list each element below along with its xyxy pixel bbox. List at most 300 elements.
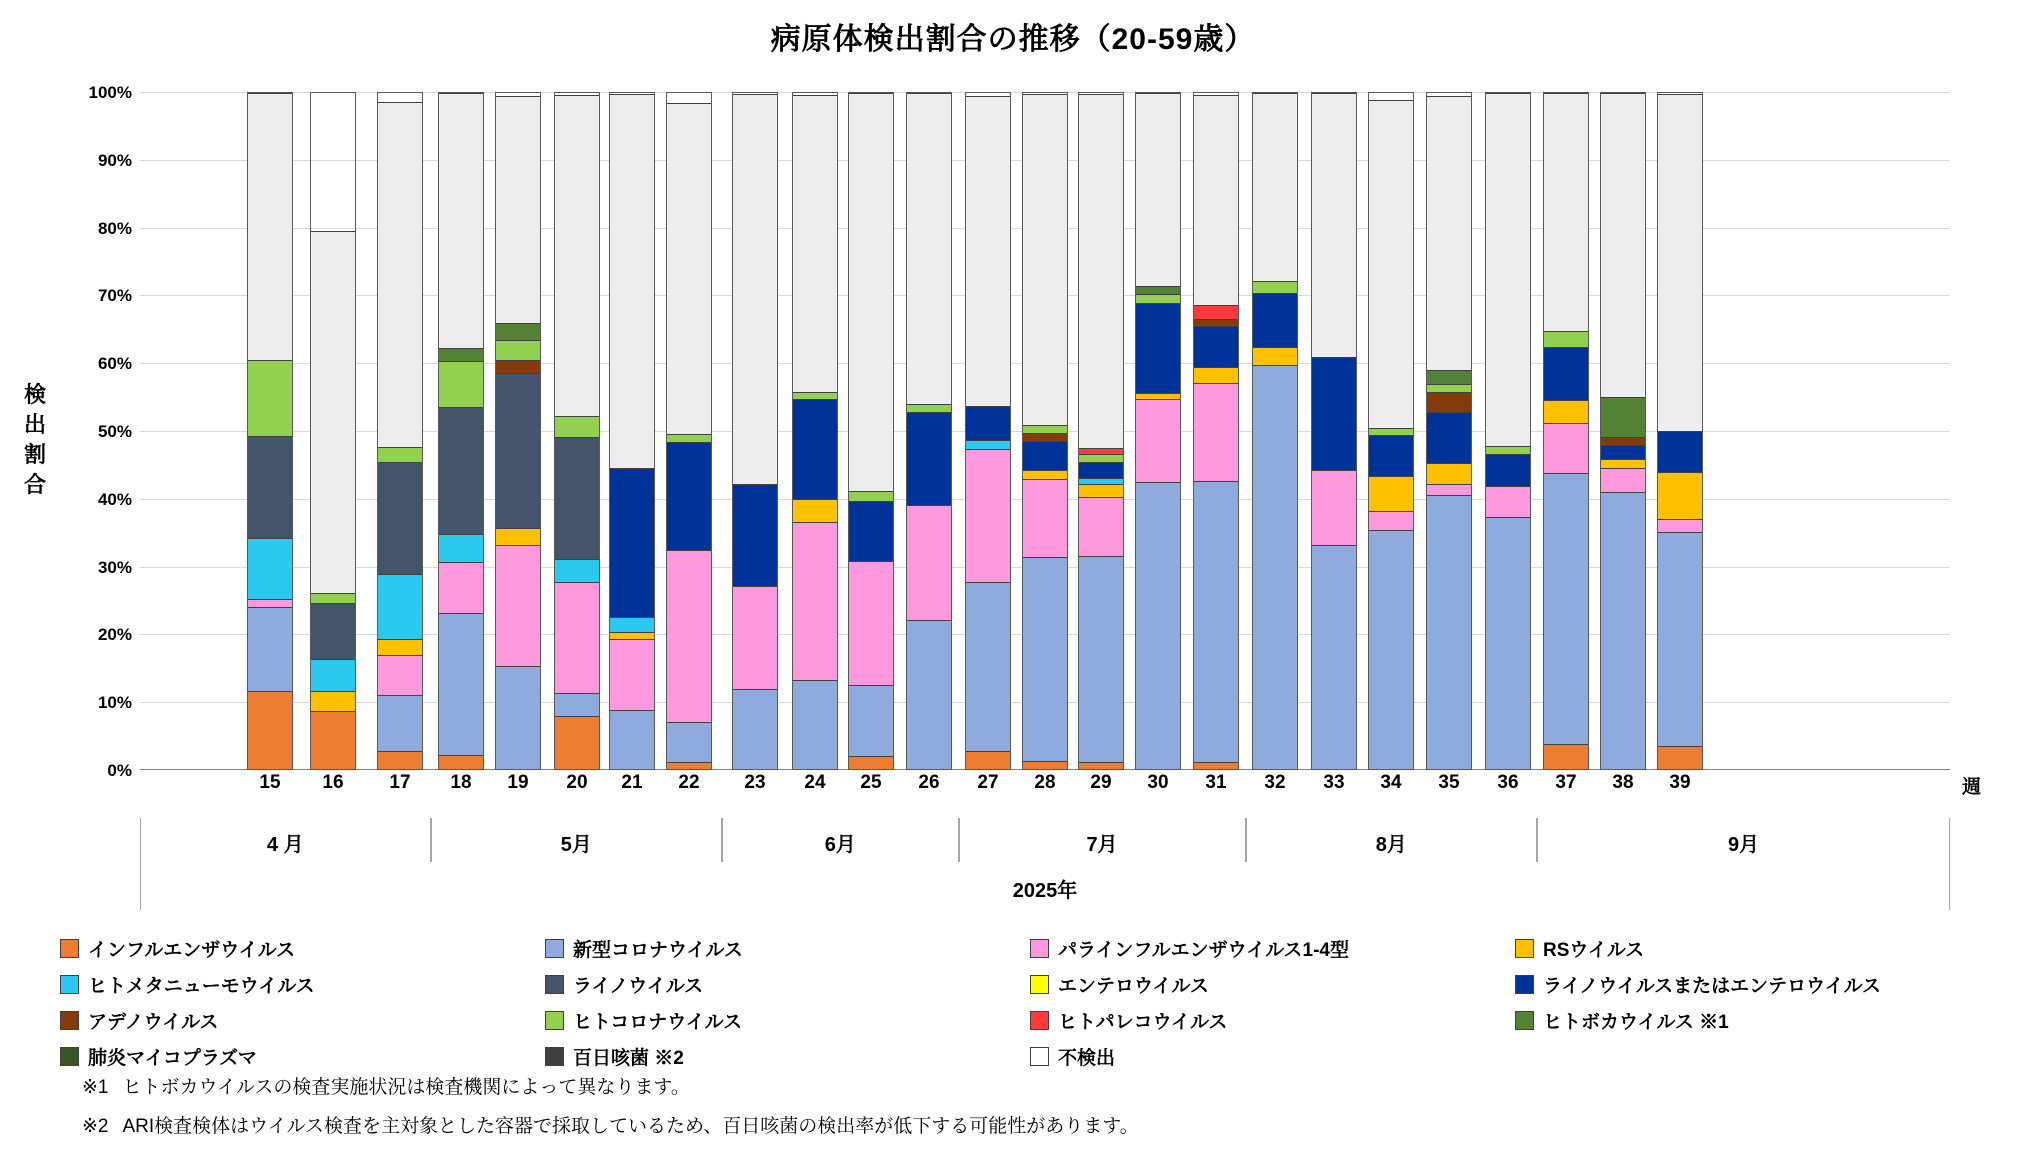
bar-segment (1023, 94, 1067, 425)
bar-segment (1658, 519, 1702, 533)
bar-segment (966, 582, 1010, 751)
footnote-text: ARI検査検体はウイルス検査を主対象とした容器で採取しているため、百日咳菌の検出率が低下する可能性があります。 (122, 1116, 1139, 1137)
bar-segment (1601, 468, 1645, 492)
x-axis-tick-35: 35 (1438, 772, 1460, 793)
legend-item (1030, 1007, 1515, 1034)
bar-segment (966, 751, 1010, 769)
bar-segment (248, 691, 292, 769)
legend (60, 935, 2000, 1079)
bar-segment (555, 559, 599, 581)
month-group (1537, 818, 1950, 862)
bar-week-36 (1485, 92, 1531, 770)
y-axis-tick: 10% (97, 693, 132, 713)
month-group (1246, 818, 1538, 862)
bar-segment (966, 96, 1010, 406)
bar-week-22 (666, 92, 712, 770)
bar-series-container (140, 92, 1950, 770)
legend-item (1030, 971, 1515, 998)
bar-segment (1369, 530, 1413, 769)
legend-item (545, 971, 1030, 998)
bar-segment (378, 462, 422, 574)
bar-segment (1658, 94, 1702, 431)
bar-segment (1486, 446, 1530, 454)
bar-segment (1369, 100, 1413, 428)
bar-segment (496, 340, 540, 360)
legend-label: パラインフルエンザウイルス1-4型 (1058, 940, 1349, 961)
month-label: 8月 (1375, 834, 1407, 856)
y-axis-tick: 40% (97, 489, 132, 509)
legend-label: ヒトコロナウイルス (573, 1012, 743, 1033)
bar-segment (439, 562, 483, 613)
legend-label: ヒトボカウイルス ※1 (1543, 1012, 1729, 1033)
bar-segment (1601, 492, 1645, 769)
bar-week-24 (792, 92, 838, 770)
bar-week-15 (247, 92, 293, 770)
bar-segment (496, 360, 540, 373)
y-axis-tick: 80% (97, 218, 132, 238)
bar-segment (733, 689, 777, 769)
bar-segment (1312, 93, 1356, 357)
bar-segment (667, 434, 711, 442)
bar-week-38 (1600, 92, 1646, 770)
bar-segment (849, 501, 893, 560)
bar-segment (1601, 93, 1645, 397)
month-group (431, 818, 723, 862)
bar-segment (378, 639, 422, 655)
bar-segment (311, 659, 355, 691)
legend-swatch (1515, 975, 1534, 994)
bar-segment (555, 716, 599, 769)
bar-segment (667, 722, 711, 762)
legend-label: エンテロウイルス (1058, 976, 1209, 997)
bar-segment (907, 404, 951, 412)
bar-segment (1253, 365, 1297, 769)
bar-segment (378, 102, 422, 447)
y-axis-tick: 70% (97, 286, 132, 306)
bar-week-19 (495, 92, 541, 770)
bar-segment (1658, 472, 1702, 519)
bar-segment (1136, 482, 1180, 769)
legend-swatch (60, 1047, 79, 1066)
bar-segment (1427, 96, 1471, 370)
bar-segment (907, 620, 951, 769)
x-axis-tick-32: 32 (1264, 772, 1286, 793)
y-axis-tick: 60% (97, 354, 132, 374)
bar-segment (966, 406, 1010, 440)
bar-segment (1253, 293, 1297, 347)
bar-segment (311, 711, 355, 769)
legend-item (1030, 1043, 1515, 1070)
y-axis-tick: 0% (107, 761, 132, 780)
bar-segment (1023, 557, 1067, 761)
bar-segment (849, 561, 893, 685)
bar-segment (1312, 545, 1356, 769)
bar-segment (1079, 478, 1123, 485)
x-axis-tick-31: 31 (1205, 772, 1227, 793)
bar-segment (496, 545, 540, 666)
bar-segment (1486, 486, 1530, 517)
legend-swatch (60, 1011, 79, 1030)
bar-week-17 (377, 92, 423, 770)
bar-segment (378, 574, 422, 639)
bar-segment (248, 538, 292, 599)
bar-segment (1023, 761, 1067, 769)
bar-segment (667, 442, 711, 550)
bar-segment (1023, 425, 1067, 433)
bar-segment (667, 550, 711, 722)
x-axis-tick-15: 15 (259, 772, 281, 793)
legend-swatch (545, 939, 564, 958)
bar-segment (248, 360, 292, 436)
legend-item (545, 935, 1030, 962)
bar-segment (1427, 384, 1471, 392)
legend-row (60, 1043, 2000, 1070)
month-group (722, 818, 959, 862)
x-axis-tick-19: 19 (507, 772, 529, 793)
bar-week-31 (1193, 92, 1239, 770)
bar-segment (1079, 462, 1123, 478)
bar-segment (1136, 399, 1180, 482)
bar-segment (496, 528, 540, 544)
bar-segment (1023, 441, 1067, 470)
bar-segment (1427, 392, 1471, 412)
legend-label: RSウイルス (1543, 940, 1645, 961)
bar-segment (1136, 93, 1180, 286)
bar-segment (1079, 94, 1123, 448)
bar-segment (1079, 762, 1123, 769)
bar-segment (555, 95, 599, 416)
x-axis-tick-16: 16 (322, 772, 344, 793)
bar-segment (793, 680, 837, 769)
bar-segment (1427, 370, 1471, 384)
bar-segment (1658, 431, 1702, 472)
legend-item (60, 1043, 545, 1070)
legend-row (60, 935, 2000, 962)
bar-segment (1194, 319, 1238, 326)
bar-segment (849, 685, 893, 756)
bar-segment (1369, 435, 1413, 476)
bar-segment (1136, 286, 1180, 294)
bar-segment (1544, 744, 1588, 769)
bar-week-26 (906, 92, 952, 770)
month-label: 4 月 (266, 834, 304, 856)
bar-segment (248, 599, 292, 608)
legend-swatch (60, 975, 79, 994)
bar-segment (1079, 556, 1123, 762)
bar-segment (610, 94, 654, 469)
x-axis-unit-label: 週 (1962, 777, 1982, 798)
bar-segment (555, 693, 599, 716)
month-group (140, 818, 431, 862)
month-label: 6月 (824, 834, 856, 856)
legend-label: アデノウイルス (88, 1012, 219, 1033)
bar-segment (1427, 412, 1471, 463)
month-label: 5月 (560, 834, 592, 856)
legend-item (545, 1007, 1030, 1034)
x-axis-tick-28: 28 (1034, 772, 1056, 793)
footnote-mark: ※1 (82, 1077, 109, 1098)
legend-item (545, 1043, 1030, 1070)
legend-swatch (1030, 1011, 1049, 1030)
bar-segment (1253, 347, 1297, 365)
legend-swatch (1030, 939, 1049, 958)
bar-segment (1544, 400, 1588, 423)
legend-swatch (1030, 1047, 1049, 1066)
bar-week-35 (1426, 92, 1472, 770)
legend-label: ライノウイルス (573, 976, 704, 997)
chart-title: 病原体検出割合の推移（20-59歳） (770, 23, 1256, 56)
legend-item (60, 971, 545, 998)
bar-segment (793, 522, 837, 680)
bar-segment (849, 756, 893, 769)
x-axis-tick-38: 38 (1612, 772, 1634, 793)
bar-segment (1194, 326, 1238, 367)
bar-segment (733, 586, 777, 689)
bar-segment (1194, 305, 1238, 319)
legend-swatch (1515, 1011, 1534, 1030)
bar-week-29 (1078, 92, 1124, 770)
bar-segment (793, 95, 837, 392)
bar-segment (793, 392, 837, 399)
bar-segment (966, 440, 1010, 448)
bar-week-37 (1543, 92, 1589, 770)
bar-week-18 (438, 92, 484, 770)
bar-segment (733, 94, 777, 483)
bar-segment (378, 655, 422, 695)
bar-segment (667, 103, 711, 434)
x-axis-tick-30: 30 (1147, 772, 1169, 793)
bar-segment (1194, 481, 1238, 762)
bar-segment (1658, 746, 1702, 769)
month-label: 7月 (1086, 834, 1118, 856)
bar-segment (378, 695, 422, 751)
bar-segment (439, 93, 483, 348)
month-group (959, 818, 1246, 862)
bar-segment (1544, 93, 1588, 331)
bar-segment (1369, 476, 1413, 512)
bar-segment (248, 93, 292, 360)
bar-segment (1486, 93, 1530, 446)
bar-segment (610, 639, 654, 709)
bar-segment (1079, 454, 1123, 462)
bar-week-16 (310, 92, 356, 770)
bar-segment (1194, 762, 1238, 769)
legend-swatch (1030, 975, 1049, 994)
bar-week-21 (609, 92, 655, 770)
legend-row (60, 971, 2000, 998)
bar-week-32 (1252, 92, 1298, 770)
bar-segment (1369, 511, 1413, 530)
y-axis-tick: 30% (97, 557, 132, 577)
bar-segment (610, 468, 654, 617)
x-axis-tick-labels (140, 772, 1950, 818)
month-label: 9月 (1727, 834, 1760, 856)
bar-segment (248, 436, 292, 538)
legend-label: ヒトメタニューモウイルス (88, 976, 315, 997)
x-axis-tick-22: 22 (678, 772, 700, 793)
bar-segment (849, 93, 893, 491)
bar-segment (1486, 517, 1530, 769)
bar-segment (1601, 459, 1645, 468)
legend-item (60, 935, 545, 962)
bar-segment (1544, 473, 1588, 744)
bar-segment (793, 499, 837, 522)
bar-segment (1658, 532, 1702, 746)
bar-segment (439, 407, 483, 535)
bar-segment (1312, 470, 1356, 544)
bar-segment (439, 348, 483, 361)
bar-segment (1194, 383, 1238, 481)
x-axis-tick-24: 24 (804, 772, 826, 793)
bar-segment (439, 613, 483, 755)
legend-row (60, 1007, 2000, 1034)
bar-segment (439, 361, 483, 406)
legend-swatch (545, 975, 564, 994)
bar-segment (907, 505, 951, 620)
bar-segment (439, 755, 483, 769)
bar-segment (793, 399, 837, 498)
bar-segment (610, 632, 654, 639)
bar-segment (907, 93, 951, 404)
x-axis-tick-34: 34 (1380, 772, 1402, 793)
legend-item (1515, 1007, 2000, 1034)
legend-label: 肺炎マイコプラズマ (88, 1048, 257, 1069)
year-label: 2025年 (1012, 880, 1078, 902)
bar-week-23 (732, 92, 778, 770)
bar-segment (311, 691, 355, 711)
bar-segment (610, 710, 654, 769)
x-axis-tick-17: 17 (389, 772, 411, 793)
bar-segment (496, 666, 540, 769)
bar-segment (311, 593, 355, 603)
bar-segment (555, 582, 599, 693)
x-axis-tick-36: 36 (1497, 772, 1519, 793)
bar-segment (1023, 470, 1067, 479)
legend-label: 新型コロナウイルス (573, 940, 743, 961)
bar-segment (610, 617, 654, 633)
bar-segment (1312, 357, 1356, 471)
x-axis-tick-25: 25 (860, 772, 882, 793)
bar-week-30 (1135, 92, 1181, 770)
bar-segment (1136, 294, 1180, 302)
legend-label: 不検出 (1058, 1048, 1116, 1069)
bar-week-39 (1657, 92, 1703, 770)
bar-segment (966, 449, 1010, 582)
y-axis-tick: 50% (97, 422, 132, 441)
bar-segment (1079, 484, 1123, 496)
footnote-mark: ※2 (82, 1116, 109, 1137)
y-axis-label: 検出割合 (23, 382, 46, 497)
bar-segment (1427, 495, 1471, 769)
x-axis-tick-18: 18 (450, 772, 472, 793)
bar-segment (1601, 437, 1645, 445)
legend-label: ヒトパレコウイルス (1058, 1012, 1228, 1033)
bar-segment (1486, 454, 1530, 486)
bar-segment (907, 412, 951, 505)
bar-segment (1544, 423, 1588, 473)
x-axis-tick-33: 33 (1323, 772, 1345, 793)
x-axis-tick-27: 27 (977, 772, 999, 793)
x-axis-tick-39: 39 (1669, 772, 1691, 793)
bar-segment (378, 447, 422, 462)
legend-label: インフルエンザウイルス (88, 940, 296, 961)
legend-item (1030, 935, 1515, 962)
bar-segment (496, 373, 540, 528)
bar-segment (378, 751, 422, 769)
bar-segment (1023, 433, 1067, 440)
bar-segment (1369, 428, 1413, 435)
bar-segment (496, 96, 540, 322)
footnote (82, 1111, 1139, 1138)
bar-segment (555, 416, 599, 437)
x-axis-tick-20: 20 (566, 772, 588, 793)
bar-week-28 (1022, 92, 1068, 770)
bar-week-27 (965, 92, 1011, 770)
legend-swatch (1515, 939, 1534, 958)
x-axis-tick-26: 26 (918, 772, 940, 793)
legend-item (60, 1007, 545, 1034)
bar-segment (1194, 367, 1238, 383)
y-axis-tick: 100% (88, 83, 132, 102)
bar-week-25 (848, 92, 894, 770)
bar-segment (248, 607, 292, 691)
bar-segment (311, 231, 355, 593)
bar-segment (439, 534, 483, 561)
x-axis-tick-23: 23 (744, 772, 766, 793)
bar-segment (1427, 463, 1471, 483)
legend-item (1515, 971, 2000, 998)
plot-area (88, 83, 1950, 780)
bar-segment (555, 437, 599, 559)
legend-item (1515, 935, 2000, 962)
footnotes (82, 1072, 1139, 1150)
legend-swatch (60, 939, 79, 958)
bar-segment (1253, 281, 1297, 293)
legend-label: ライノウイルスまたはエンテロウイルス (1543, 976, 1882, 997)
footnote (82, 1072, 1139, 1099)
year-axis (140, 862, 1950, 910)
bar-week-33 (1311, 92, 1357, 770)
bar-segment (1023, 479, 1067, 557)
legend-label: 百日咳菌 ※2 (573, 1048, 684, 1069)
bar-segment (496, 323, 540, 340)
bar-week-34 (1368, 92, 1414, 770)
bar-segment (1136, 303, 1180, 394)
bar-segment (1601, 445, 1645, 459)
month-group-axis (140, 818, 1950, 868)
bar-segment (1601, 397, 1645, 438)
y-axis-tick: 20% (97, 625, 132, 645)
bar-week-20 (554, 92, 600, 770)
bar-segment (311, 603, 355, 658)
bar-segment (1253, 93, 1297, 281)
bar-segment (1544, 347, 1588, 400)
legend-swatch (545, 1011, 564, 1030)
bar-segment (1427, 484, 1471, 495)
bar-segment (667, 762, 711, 769)
y-axis-tick: 90% (97, 150, 132, 170)
x-axis-tick-21: 21 (621, 772, 643, 793)
bar-segment (733, 484, 777, 587)
bar-segment (849, 491, 893, 501)
footnote-text: ヒトボカウイルスの検査実施状況は検査機関によって異なります。 (122, 1077, 690, 1098)
x-axis-tick-29: 29 (1090, 772, 1112, 793)
legend-swatch (545, 1047, 564, 1066)
bar-segment (1194, 95, 1238, 305)
bar-segment (1079, 497, 1123, 556)
bar-segment (1544, 331, 1588, 346)
x-axis-tick-37: 37 (1555, 772, 1577, 793)
